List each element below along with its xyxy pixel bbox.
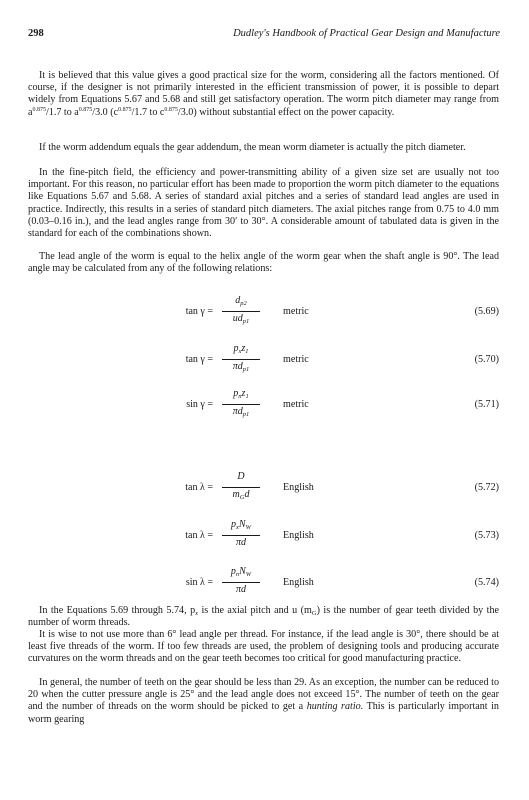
equation-5-74: sin λ = $p_nN_W$ πd English (5.74) [0,565,529,599]
fraction: D $m_Gd$ [216,470,266,504]
paragraph-lead-angle-limit: It is wise to not use more than 6° lead angle per thread. For instance, if the lead angle is 30°, there should be at least five threads of the worm. If too few threads are used, the problem of designing tools and producing accurate curvatures on the worm threads and on the gear teeth becomes too critical for good manufacturing practice. [28,629,499,665]
unit-label: metric [283,305,309,317]
unit-label: English [283,529,314,541]
paragraph-worm-size: It is believed that this value gives a good practical size for the worm, considering all the factors mentioned. Of course, if the designer is not primarily interested in the efficient transmission of power, it is possible to depart widely from Equations 5.67 and 5.68 and still get satisfactory operation. The worm pitch diameter may range from $a^{0.875}/1.7$ to $a^{0.875}/3.0$ ($c^{0.875}/1.7$ to $c^{0.875}/3.0$) without substantial effect on the power capacity. [28,70,499,118]
equation-number: (5.70) [474,353,499,365]
unit-label: English [283,481,314,493]
paragraph-equation-notes: In the Equations 5.69 through 5.74, $p_x$ is the axial pitch and u $(m_G)$ is the number of gear teeth divided by the number of worm threads. [28,605,499,629]
equation-number: (5.73) [474,529,499,541]
unit-label: metric [283,353,309,365]
equation-number: (5.71) [474,398,499,410]
running-header [28,28,500,42]
fraction: $p_xN_W$ πd [216,518,266,552]
equation-number: (5.69) [474,305,499,317]
book-title: Dudley's Handbook of Practical Gear Design and Manufacture [233,28,500,39]
fraction: $p_nz_1$ $\pi d_{p1}$ [216,387,266,421]
equation-5-71: sin γ = $p_nz_1$ $\pi d_{p1}$ metric (5.71) [0,387,529,421]
fraction: $p_xz_1$ $\pi d_{p1}$ [216,342,266,376]
equation-5-70: tan γ = $p_xz_1$ $\pi d_{p1}$ metric (5.70) [0,342,529,376]
equation-number: (5.72) [474,481,499,493]
paragraph-addendum: If the worm addendum equals the gear addendum, the mean worm diameter is actually the pitch diameter. [39,142,466,153]
equation-5-72: tan λ = D $m_Gd$ English (5.72) [0,470,529,504]
unit-label: metric [283,398,309,410]
paragraph-gear-teeth: In general, the number of teeth on the gear should be less than 29. As an exception, the number can be reduced to 20 when the cutter pressure angle is 25° and the lead angle does not exceed 15°. The number of teeth on the gear and the number of threads on the worm should be picked to get a hunting ratio. This is particularly important in worm gearing [28,677,499,725]
unit-label: English [283,576,314,588]
paragraph-lead-angle: The lead angle of the worm is equal to the helix angle of the worm gear when the shaft angle is 90°. The lead angle may be calculated from any of the following relations: [28,251,499,275]
equation-number: (5.74) [474,576,499,588]
fraction: $d_{p2}$ $ud_{p1}$ [216,294,266,328]
paragraph-fine-pitch: In the fine-pitch field, the efficiency and power-transmitting ability of a given size set are usually not too important. For this reason, no particular effort has been made to proportion the worm pitch diameter to the equations like Equations 5.67 and 5.68. A series of standard axial pitches and a series of standard lead angles are used in practice. Indirectly, this results in a series of standard pitch diameters. The axial pitches range from 0.75 to 4.0 mm (0.03–0.16 in.), and the lead angles range from 30′ to 30°. A considerable amount of tabulated data is given in the standard for each of the combinations shown. [28,167,499,240]
page-number: 298 [28,28,44,39]
equation-5-73: tan λ = $p_xN_W$ πd English (5.73) [0,518,529,552]
equation-5-69: tan γ = $d_{p2}$ $ud_{p1}$ metric (5.69) [0,294,529,328]
fraction: $p_nN_W$ πd [216,565,266,599]
